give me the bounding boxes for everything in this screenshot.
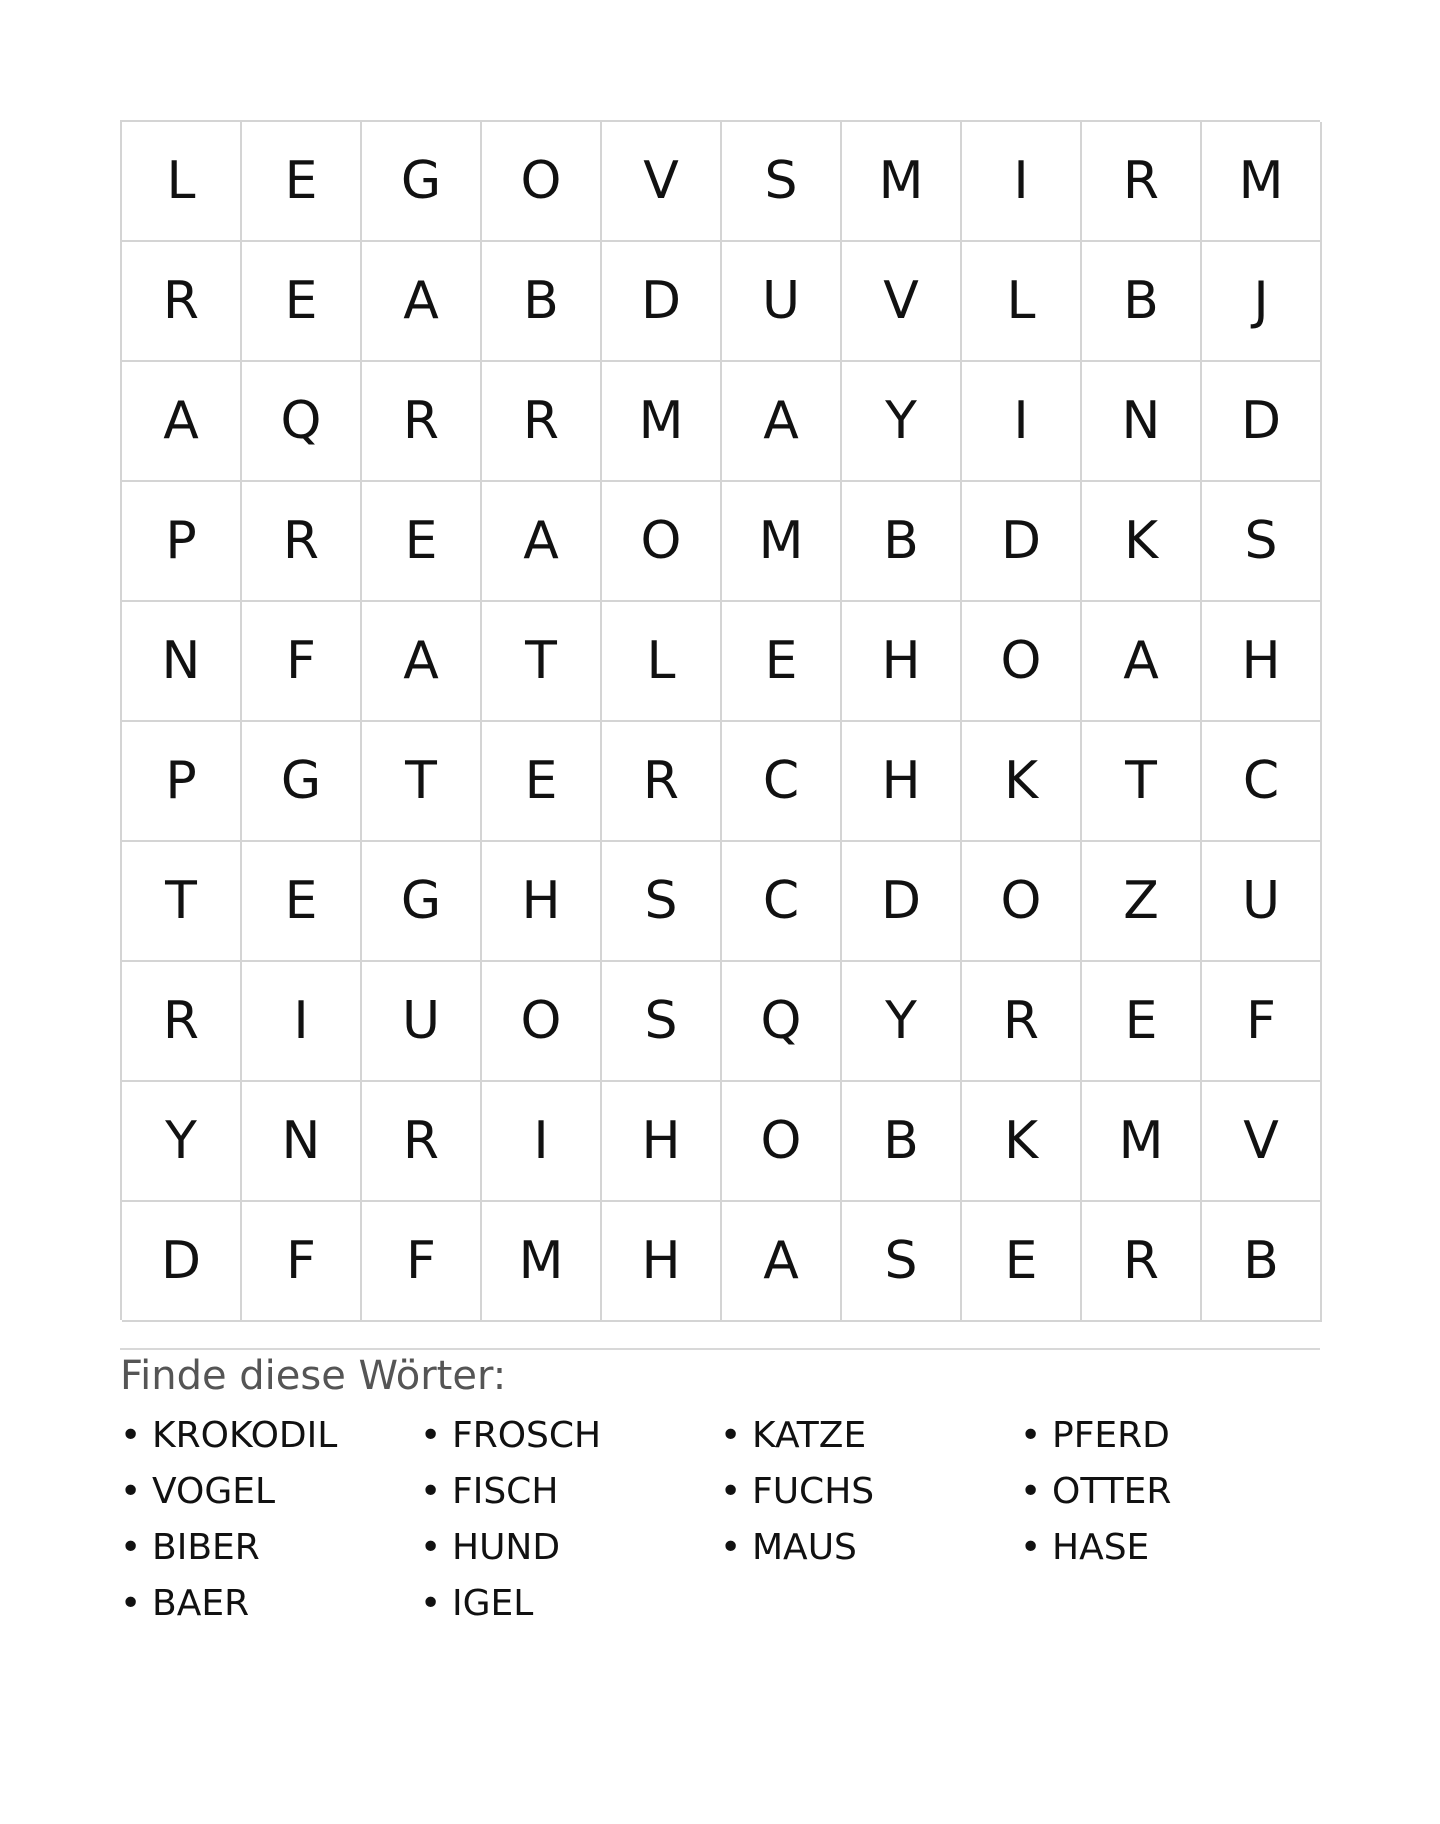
bullet-icon: • (420, 1527, 442, 1568)
grid-cell[interactable]: F (362, 1202, 482, 1322)
grid-cell[interactable]: Y (122, 1082, 242, 1202)
grid-cell[interactable]: K (962, 1082, 1082, 1202)
grid-cell[interactable]: U (362, 962, 482, 1082)
word-search-grid (120, 120, 1320, 1320)
word-list-item (420, 1408, 720, 1464)
grid-cell[interactable]: H (602, 1202, 722, 1322)
grid-cell[interactable]: V (842, 242, 962, 362)
grid-cell[interactable]: H (842, 602, 962, 722)
grid-cell[interactable]: G (362, 122, 482, 242)
divider (120, 1348, 1320, 1350)
grid-cell[interactable]: A (122, 362, 242, 482)
grid-cell[interactable]: E (962, 1202, 1082, 1322)
bullet-icon: • (120, 1415, 142, 1456)
word-list-item (720, 1408, 1020, 1464)
bullet-icon: • (720, 1471, 742, 1512)
grid-cell[interactable]: K (1082, 482, 1202, 602)
grid-cell[interactable]: F (1202, 962, 1322, 1082)
word-list-item (720, 1520, 1020, 1576)
grid-cell[interactable]: D (962, 482, 1082, 602)
grid-cell[interactable]: T (482, 602, 602, 722)
word-label: FISCH (452, 1471, 559, 1512)
grid-cell[interactable]: Y (842, 962, 962, 1082)
grid-cell[interactable]: E (242, 242, 362, 362)
bullet-icon: • (120, 1471, 142, 1512)
grid-cell[interactable]: R (242, 482, 362, 602)
word-list-item (720, 1464, 1020, 1520)
grid-cell[interactable]: N (122, 602, 242, 722)
grid-cell[interactable]: S (1202, 482, 1322, 602)
grid-cell[interactable]: R (602, 722, 722, 842)
grid-cell[interactable]: N (1082, 362, 1202, 482)
grid-cell[interactable]: I (962, 122, 1082, 242)
grid-cell[interactable]: M (602, 362, 722, 482)
grid-cell[interactable]: H (842, 722, 962, 842)
grid-cell[interactable]: Q (722, 962, 842, 1082)
grid-cell[interactable]: D (842, 842, 962, 962)
grid-cell[interactable]: S (722, 122, 842, 242)
word-list-item (120, 1520, 420, 1576)
grid-cell[interactable]: P (122, 482, 242, 602)
grid-cell[interactable]: G (242, 722, 362, 842)
grid-cell[interactable]: M (842, 122, 962, 242)
word-label: KROKODIL (152, 1415, 338, 1456)
bullet-icon: • (720, 1527, 742, 1568)
grid-cell[interactable]: E (242, 122, 362, 242)
word-label: BAER (152, 1583, 250, 1624)
grid-cell[interactable]: S (602, 842, 722, 962)
word-label: FUCHS (752, 1471, 875, 1512)
bullet-icon: • (420, 1415, 442, 1456)
grid-cell[interactable]: M (482, 1202, 602, 1322)
grid-cell[interactable]: E (362, 482, 482, 602)
bullet-icon: • (420, 1471, 442, 1512)
word-list-item (420, 1464, 720, 1520)
grid-cell[interactable]: B (1202, 1202, 1322, 1322)
grid-cell[interactable]: A (362, 602, 482, 722)
grid-cell[interactable]: Y (842, 362, 962, 482)
grid-cell[interactable]: E (722, 602, 842, 722)
word-label: PFERD (1052, 1415, 1170, 1456)
grid-cell[interactable]: M (1202, 122, 1322, 242)
grid-cell[interactable]: I (962, 362, 1082, 482)
grid-cell[interactable]: H (1202, 602, 1322, 722)
grid-cell[interactable]: V (602, 122, 722, 242)
grid-cell[interactable]: Z (1082, 842, 1202, 962)
grid-cell[interactable]: L (602, 602, 722, 722)
grid-cell[interactable]: B (1082, 242, 1202, 362)
grid-cell[interactable]: L (962, 242, 1082, 362)
grid-cell[interactable]: B (482, 242, 602, 362)
grid-cell[interactable]: P (122, 722, 242, 842)
grid-cell[interactable]: S (842, 1202, 962, 1322)
grid-cell[interactable]: I (242, 962, 362, 1082)
grid-cell[interactable]: C (1202, 722, 1322, 842)
grid-cell[interactable]: S (602, 962, 722, 1082)
grid-cell[interactable]: O (962, 842, 1082, 962)
grid-cell[interactable]: E (242, 842, 362, 962)
grid-cell[interactable]: K (962, 722, 1082, 842)
word-list-item (420, 1576, 720, 1632)
bullet-icon: • (420, 1583, 442, 1624)
word-list-item (1020, 1464, 1320, 1520)
bullet-icon: • (1020, 1471, 1042, 1512)
grid-cell[interactable]: C (722, 722, 842, 842)
grid-cell[interactable]: D (122, 1202, 242, 1322)
grid-cell[interactable]: R (362, 362, 482, 482)
grid-cell[interactable]: D (1202, 362, 1322, 482)
word-label: HUND (452, 1527, 561, 1568)
grid-cell[interactable]: Q (242, 362, 362, 482)
grid-cell[interactable]: O (602, 482, 722, 602)
grid-cell[interactable]: E (1082, 962, 1202, 1082)
grid-cell[interactable]: B (842, 1082, 962, 1202)
grid-cell[interactable]: R (1082, 122, 1202, 242)
grid-cell[interactable]: F (242, 602, 362, 722)
grid-cell[interactable]: A (722, 362, 842, 482)
grid-cell[interactable]: R (962, 962, 1082, 1082)
grid-cell[interactable]: R (362, 1082, 482, 1202)
grid-cell[interactable]: H (602, 1082, 722, 1202)
grid-cell[interactable]: M (722, 482, 842, 602)
word-label: OTTER (1052, 1471, 1172, 1512)
word-label: IGEL (452, 1583, 534, 1624)
grid-cell[interactable]: T (122, 842, 242, 962)
grid-cell[interactable]: O (482, 122, 602, 242)
bullet-icon: • (1020, 1415, 1042, 1456)
word-label: FROSCH (452, 1415, 602, 1456)
bullet-icon: • (1020, 1527, 1042, 1568)
grid-cell[interactable]: J (1202, 242, 1322, 362)
word-label: KATZE (752, 1415, 867, 1456)
grid-cell[interactable]: N (242, 1082, 362, 1202)
word-list-item (420, 1520, 720, 1576)
grid-cell[interactable]: D (602, 242, 722, 362)
word-list-item (1020, 1520, 1320, 1576)
grid-cell[interactable]: C (722, 842, 842, 962)
grid-cell[interactable]: B (842, 482, 962, 602)
word-label: BIBER (152, 1527, 260, 1568)
word-list-item (120, 1464, 420, 1520)
grid-cell[interactable]: R (122, 242, 242, 362)
word-list-item (1020, 1408, 1320, 1464)
word-label: VOGEL (152, 1471, 276, 1512)
grid-cell[interactable]: O (482, 962, 602, 1082)
bullet-icon: • (720, 1415, 742, 1456)
word-label: HASE (1052, 1527, 1150, 1568)
word-list-item (120, 1408, 420, 1464)
word-label: MAUS (752, 1527, 857, 1568)
grid-cell[interactable]: A (1082, 602, 1202, 722)
grid-cell[interactable]: G (362, 842, 482, 962)
grid-cell[interactable]: U (1202, 842, 1322, 962)
grid-cell[interactable]: I (482, 1082, 602, 1202)
grid-cell[interactable]: F (242, 1202, 362, 1322)
grid-cell[interactable]: U (722, 242, 842, 362)
bullet-icon: • (120, 1583, 142, 1624)
bullet-icon: • (120, 1527, 142, 1568)
grid-cell[interactable]: E (482, 722, 602, 842)
grid-cell[interactable]: A (362, 242, 482, 362)
word-list-item (120, 1576, 420, 1632)
grid-cell[interactable]: R (482, 362, 602, 482)
grid-cell[interactable]: R (122, 962, 242, 1082)
grid-cell[interactable]: A (722, 1202, 842, 1322)
grid-cell[interactable]: A (482, 482, 602, 602)
grid-cell[interactable]: O (962, 602, 1082, 722)
word-list (120, 1408, 1320, 1632)
grid-cell[interactable]: R (1082, 1202, 1202, 1322)
grid-cell[interactable]: T (1082, 722, 1202, 842)
grid-cell[interactable]: T (362, 722, 482, 842)
word-list-heading: Finde diese Wörter: (120, 1353, 507, 1399)
grid-cell[interactable]: L (122, 122, 242, 242)
grid-cell[interactable]: V (1202, 1082, 1322, 1202)
grid-cell[interactable]: M (1082, 1082, 1202, 1202)
grid-cell[interactable]: H (482, 842, 602, 962)
grid-cell[interactable]: O (722, 1082, 842, 1202)
